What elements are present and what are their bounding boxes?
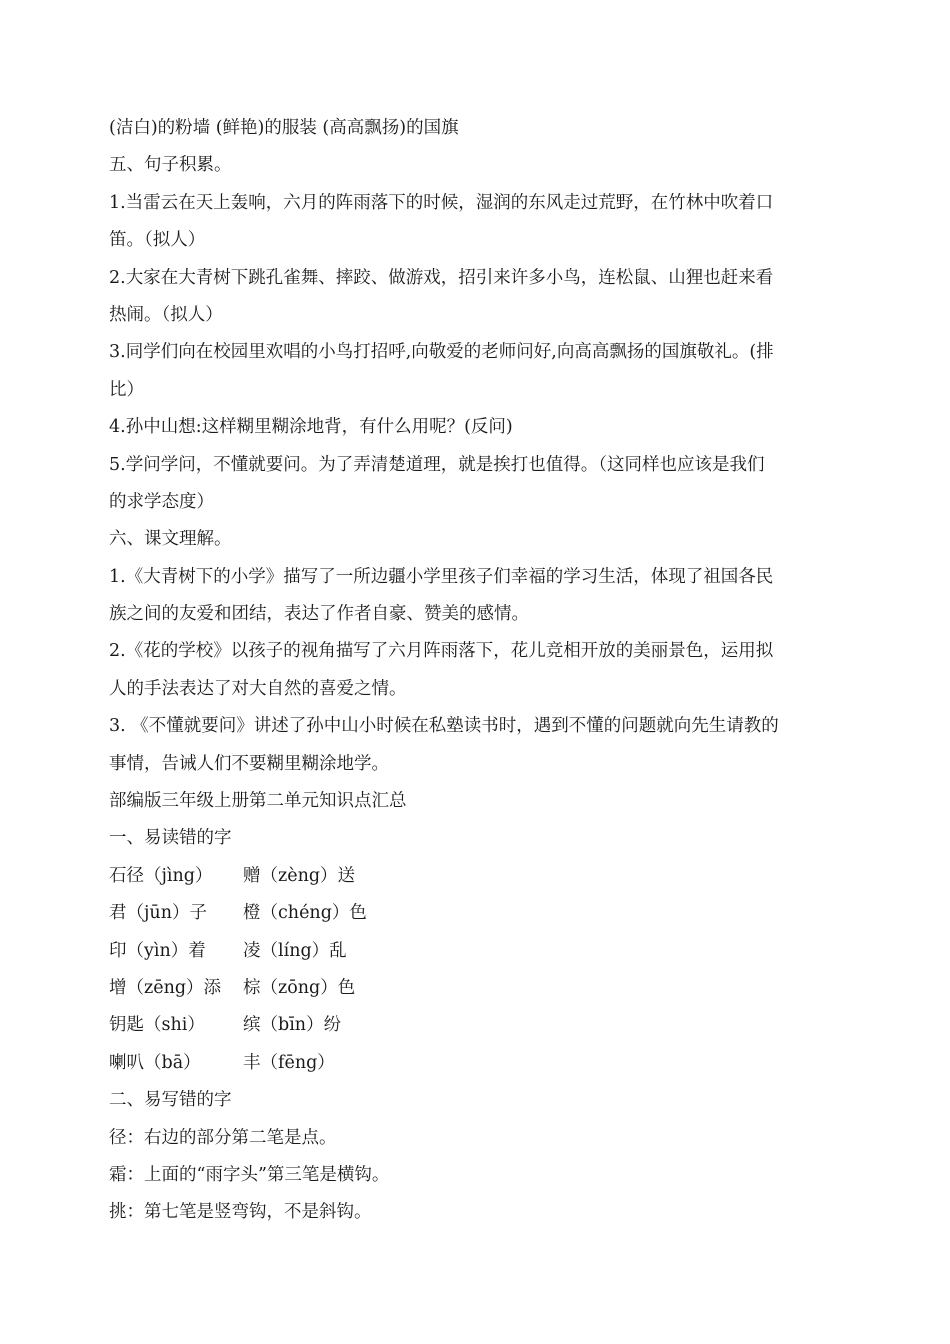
- pinyin-word: 钥匙（shi）: [109, 1015, 205, 1036]
- part-2-heading: 二、易写错的字: [109, 1090, 232, 1111]
- writing-note-3: 挑：第七笔是竖弯钩，不是斜钩。: [109, 1202, 372, 1223]
- writing-note-2: 霜：上面的“雨字头”第三笔是横钩。: [109, 1164, 390, 1185]
- pinyin-word: 赠（zèng）送: [243, 865, 356, 886]
- pinyin-row: [109, 895, 849, 932]
- understanding-3-line-2: 事情，告诫人们不要糊里糊涂地学。: [109, 753, 389, 774]
- pinyin-word: 君（jūn）子: [109, 903, 207, 924]
- sentence-2-line-1: 2.大家在大青树下跳孔雀舞、摔跤、做游戏，招引来许多小鸟，连松鼠、山狸也赶来看: [109, 267, 774, 288]
- sentence-5-line-1: 5.学问学问，不懂就要问。为了弄清楚道理，就是挨打也值得。（这同样也应该是我们: [109, 454, 765, 475]
- sentence-1-line-2: 笛。（拟人）: [109, 230, 206, 251]
- adjective-phrases: (洁白)的粉墙 (鲜艳)的服装 (高高飘扬)的国旗: [109, 118, 459, 138]
- pinyin-word: 增（zēng）添: [109, 977, 222, 998]
- pinyin-row: [109, 933, 849, 970]
- writing-note-1: 径：右边的部分第二笔是点。: [109, 1127, 337, 1148]
- section-5-heading: 五、句子积累。: [109, 155, 232, 176]
- pinyin-word: 喇叭（bā）: [109, 1052, 201, 1073]
- pinyin-row: [109, 858, 849, 895]
- unit-2-title: 部编版三年级上册第二单元知识点汇总: [109, 791, 407, 812]
- sentence-4: 4.孙中山想:这样糊里糊涂地背，有什么用呢？(反问): [109, 417, 513, 438]
- document-page: [109, 110, 849, 1232]
- pinyin-word: 缤（bīn）纷: [243, 1015, 342, 1036]
- part-1-heading: 一、易读错的字: [109, 828, 232, 849]
- pinyin-word: 印（yìn）着: [109, 940, 206, 961]
- pinyin-word: 凌（líng）乱: [243, 940, 347, 961]
- pinyin-word: 丰（fēng）: [243, 1052, 335, 1073]
- sentence-5-line-2: 的求学态度）: [109, 491, 214, 512]
- pinyin-row: [109, 1007, 849, 1044]
- pinyin-word: 石径（jìng）: [109, 865, 213, 886]
- sentence-1-line-1: 1.当雷云在天上轰响，六月的阵雨落下的时候，湿润的东风走过荒野，在竹林中吹着口: [109, 192, 774, 213]
- understanding-1-line-2: 族之间的友爱和团结，表达了作者自豪、赞美的感情。: [109, 604, 529, 625]
- sentence-3-line-2: 比）: [109, 379, 144, 400]
- understanding-2-line-1: 2.《花的学校》以孩子的视角描写了六月阵雨落下，花儿竞相开放的美丽景色，运用拟: [109, 641, 774, 662]
- pinyin-word: 棕（zōng）色: [243, 977, 356, 998]
- section-6-heading: 六、课文理解。: [109, 529, 232, 550]
- sentence-3-line-1: 3.同学们向在校园里欢唱的小鸟打招呼,向敬爱的老师问好,向高高飘扬的国旗敬礼。(排: [109, 342, 774, 363]
- pinyin-word: 橙（chéng）色: [243, 903, 367, 924]
- sentence-2-line-2: 热闹。（拟人）: [109, 304, 223, 325]
- understanding-2-line-2: 人的手法表达了对大自然的喜爱之情。: [109, 678, 407, 699]
- understanding-3-line-1: 3. 《不懂就要问》讲述了孙中山小时候在私塾读书时，遇到不懂的问题就向先生请教的: [109, 716, 779, 737]
- pinyin-row: [109, 970, 849, 1007]
- pinyin-row: [109, 1045, 849, 1082]
- understanding-1-line-1: 1.《大青树下的小学》描写了一所边疆小学里孩子们幸福的学习生活，体现了祖国各民: [109, 566, 774, 587]
